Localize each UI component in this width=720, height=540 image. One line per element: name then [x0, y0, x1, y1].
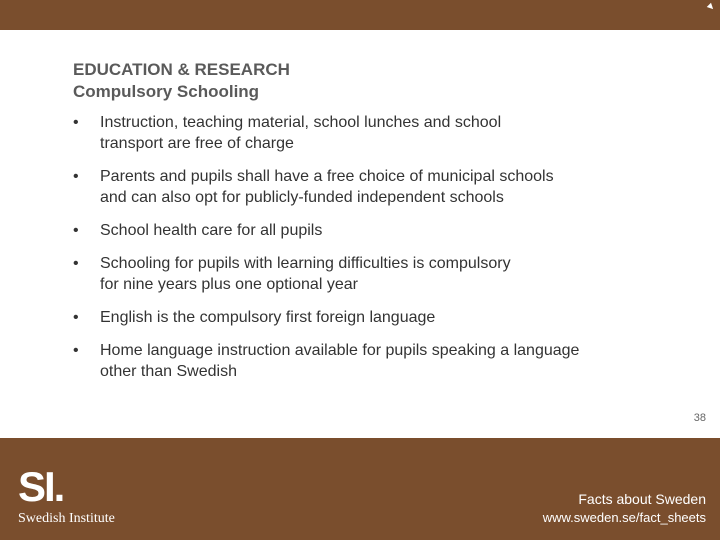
bullet-text-line: Instruction, teaching material, school lunches and school	[100, 114, 502, 131]
bullet-text-line: and can also opt for publicly-funded independent schools	[100, 189, 504, 206]
bullet-dot-icon: •	[73, 342, 79, 359]
bullet-item	[73, 253, 673, 295]
bullet-item	[73, 220, 673, 241]
nav-arrow-icon[interactable]	[707, 3, 715, 11]
bullet-dot-icon: •	[73, 222, 79, 239]
bullet-item	[73, 112, 673, 154]
section-title: EDUCATION & RESEARCH	[73, 60, 290, 79]
bullet-dot-icon: •	[73, 114, 79, 131]
bullet-text-line: transport are free of charge	[100, 135, 294, 152]
bullet-item	[73, 166, 673, 208]
top-bar	[0, 0, 720, 30]
bullet-text-line: Schooling for pupils with learning difficulties is compulsory	[100, 255, 511, 272]
slide-heading	[73, 59, 290, 103]
footer-url[interactable]: www.sweden.se/fact_sheets	[542, 510, 706, 525]
bullet-item	[73, 307, 673, 328]
bullet-dot-icon: •	[73, 255, 79, 272]
bullet-item	[73, 340, 673, 382]
bullet-text-line: other than Swedish	[100, 363, 237, 380]
bullet-text-line: English is the compulsory first foreign language	[100, 309, 436, 326]
bullet-text-line: Parents and pupils shall have a free choice of municipal schools	[100, 168, 554, 185]
bullet-text-line: School health care for all pupils	[100, 222, 323, 239]
bullet-text-line: Home language instruction available for pupils speaking a language	[100, 342, 580, 359]
page-title: Compulsory Schooling	[73, 82, 260, 101]
bullet-text-line: for nine years plus one optional year	[100, 276, 358, 293]
bullet-list	[73, 112, 673, 394]
si-logo-icon: SI.	[18, 463, 64, 510]
footer-title: Facts about Sweden	[578, 491, 706, 507]
bullet-dot-icon: •	[73, 168, 79, 185]
page-number: 38	[693, 412, 706, 424]
logo-text: Swedish Institute	[18, 511, 115, 526]
bullet-dot-icon: •	[73, 309, 79, 326]
